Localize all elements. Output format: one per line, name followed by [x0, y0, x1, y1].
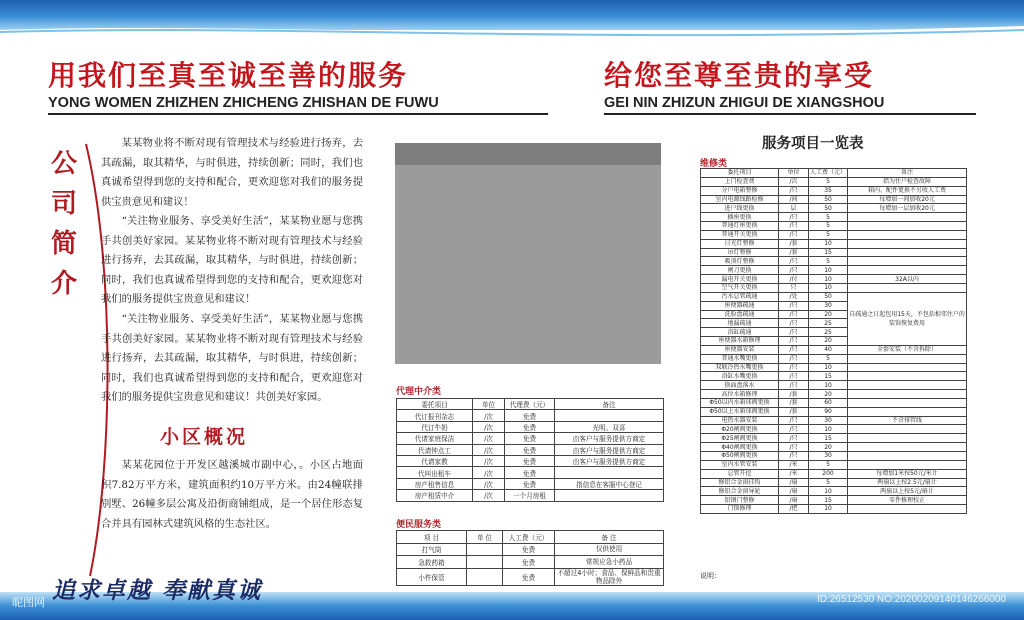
agency-table — [396, 398, 664, 502]
table-cell — [848, 248, 967, 257]
table-row — [701, 460, 967, 469]
table-cell — [848, 354, 967, 363]
table-row — [397, 543, 664, 556]
table-cell: /只 — [779, 222, 809, 231]
table-cell: 污水总管疏通 — [701, 292, 779, 301]
table-cell: 10 — [809, 381, 848, 390]
table-cell: /只 — [779, 434, 809, 443]
table-cell — [848, 239, 967, 248]
table-cell: 10 — [809, 275, 848, 284]
table-cell: 普通开关更换 — [701, 230, 779, 239]
table-cell — [848, 213, 967, 222]
table-cell: /只 — [779, 310, 809, 319]
table-row — [701, 452, 967, 461]
table-cell: 20 — [809, 443, 848, 452]
table-cell: 总管开挖 — [701, 469, 779, 478]
table-cell: 层 — [779, 204, 809, 213]
table-cell: 代请家庭保洁 — [397, 433, 473, 444]
table-row — [397, 478, 664, 489]
table-cell: 15 — [809, 372, 848, 381]
table-row — [701, 275, 967, 284]
table-cell: 每增加一层加收20元 — [848, 204, 967, 213]
table-cell: /间 — [779, 195, 809, 204]
watermark-left: 昵图网 — [12, 596, 45, 609]
table-row — [701, 372, 967, 381]
table-cell: 免费 — [505, 421, 555, 432]
table-cell — [848, 452, 967, 461]
table-cell: 代叫出租车 — [397, 467, 473, 478]
table-cell: 室内电源线路检修 — [701, 195, 779, 204]
table-cell: 50 — [809, 204, 848, 213]
table-cell: 免费 — [503, 543, 555, 556]
table-row — [397, 490, 664, 501]
table-row — [701, 505, 967, 514]
table-cell: /只 — [779, 337, 809, 346]
services-title: 服务项目一览表 — [762, 135, 864, 152]
table-cell: 自疏通之日起包用15天，不包括相邻住户的装饰恢复费用 — [848, 292, 967, 345]
table-header: 备注 — [848, 169, 967, 178]
table-cell: /套 — [779, 407, 809, 416]
table-cell: 急救药箱 — [397, 556, 467, 569]
table-cell: 25 — [809, 319, 848, 328]
table-cell: 10 — [809, 363, 848, 372]
table-cell: 5 — [809, 478, 848, 487]
table-row — [701, 407, 967, 416]
photo-placeholder — [395, 143, 661, 364]
table-row — [397, 433, 664, 444]
table-cell: Φ50以上水箱球阀更换 — [701, 407, 779, 416]
table-header: 备注 — [555, 399, 664, 410]
table-cell: 光明、双喜 — [555, 421, 664, 432]
table-cell: 40 — [809, 345, 848, 354]
table-row — [701, 213, 967, 222]
table-row — [397, 455, 664, 466]
table-cell: /套 — [779, 390, 809, 399]
table-cell: /只 — [779, 257, 809, 266]
table-cell: 10 — [809, 283, 848, 292]
table-cell: /只 — [779, 328, 809, 337]
table-cell: 免费 — [505, 433, 555, 444]
table-cell: 代订牛奶 — [397, 421, 473, 432]
table-cell: 32A以内 — [848, 275, 967, 284]
table-cell: 高位水箱修理 — [701, 390, 779, 399]
slogan-left: 用我们至真至诚至善的服务 — [48, 59, 409, 92]
table-cell: /只 — [779, 425, 809, 434]
table-cell — [848, 266, 967, 275]
table-cell: /只 — [779, 372, 809, 381]
table-cell: 不超过4小时；食品、保鲜品和贵重物品除外 — [555, 568, 664, 585]
table-row — [397, 568, 664, 585]
table-cell — [848, 434, 967, 443]
table-cell: 20 — [809, 390, 848, 399]
table-cell — [848, 257, 967, 266]
table-cell: /只 — [779, 443, 809, 452]
table-cell: 5 — [809, 230, 848, 239]
table-cell — [467, 543, 503, 556]
table-cell: 打气筒 — [397, 543, 467, 556]
pinyin-right: GEI NIN ZHIZUN ZHIGUI DE XIANGSHOU — [604, 95, 885, 111]
table-cell: 只 — [779, 283, 809, 292]
table-cell: 代订报刊杂志 — [397, 410, 473, 421]
table-cell: 15 — [809, 434, 848, 443]
table-row — [701, 195, 967, 204]
table-cell: 闸刀更换 — [701, 266, 779, 275]
table-cell: 5 — [809, 354, 848, 363]
table-cell: 上门检查费 — [701, 177, 779, 186]
table-cell: 座便器水箱修理 — [701, 337, 779, 346]
table-cell: 洗脸盘疏通 — [701, 310, 779, 319]
table-cell: 免费 — [505, 444, 555, 455]
table-row — [701, 398, 967, 407]
table-cell: /只 — [779, 381, 809, 390]
table-row — [701, 434, 967, 443]
table-cell: 20 — [809, 337, 848, 346]
table-cell: 双联冷热水嘴更换 — [701, 363, 779, 372]
table-cell: 15 — [809, 248, 848, 257]
table-cell: 10 — [809, 505, 848, 514]
table-cell: 普通灯座更换 — [701, 222, 779, 231]
repair-label: 维修类 — [700, 159, 728, 169]
table-cell: 不含排管线 — [848, 416, 967, 425]
table-cell: 由客户与服务提供方商定 — [555, 455, 664, 466]
table-cell: /扇 — [779, 496, 809, 505]
table-cell: 由客户与服务提供方商定 — [555, 433, 664, 444]
table-cell: 免费 — [503, 556, 555, 569]
table-cell: 5 — [809, 257, 848, 266]
table-cell: 代请家教 — [397, 455, 473, 466]
intro-title-char: 简 — [50, 229, 77, 259]
table-cell: 铝钢门整修 — [701, 496, 779, 505]
table-cell: 50 — [809, 195, 848, 204]
table-cell: 室内水管安装 — [701, 460, 779, 469]
table-header: 项 目 — [397, 531, 467, 544]
table-row — [701, 222, 967, 231]
table-cell: /付 — [779, 275, 809, 284]
intro-paragraph-1: 某某物业将不断对现有管理技术与经验进行扬弃，去其疏漏，取其精华，与时俱进，持续创新；同时，我们也真诚希望得到您的支持和配合，更欢迎您对我们的服务提供宝贵意见和建议！ — [101, 137, 363, 208]
table-row — [701, 381, 967, 390]
table-cell: /次 — [473, 444, 505, 455]
table-cell: 代请钟点工 — [397, 444, 473, 455]
table-cell: /套 — [779, 398, 809, 407]
pinyin-left: YONG WOMEN ZHIZHEN ZHICHENG ZHISHAN DE FUWU — [48, 95, 439, 111]
table-cell: /次 — [779, 177, 809, 186]
convenience-label: 便民服务类 — [396, 520, 442, 530]
table-cell — [848, 381, 967, 390]
table-row — [701, 496, 967, 505]
table-header: 单 位 — [467, 531, 503, 544]
table-cell: /只 — [779, 452, 809, 461]
table-cell: /次 — [473, 478, 505, 489]
table-row — [701, 292, 967, 301]
watermark-right: ID:26512530 NO:20200209140146266000 — [816, 594, 1006, 605]
table-cell: /套 — [779, 248, 809, 257]
table-cell — [848, 407, 967, 416]
table-cell: /把 — [779, 505, 809, 514]
table-cell: /只 — [779, 301, 809, 310]
agency-label: 代理中介类 — [396, 387, 442, 397]
table-cell: 浴缸疏通 — [701, 328, 779, 337]
table-cell: 免费 — [505, 467, 555, 478]
table-cell: 房产租售信息 — [397, 478, 473, 489]
motto: 追求卓越 奉献真诚 — [52, 578, 263, 604]
top-wave-decoration — [0, 22, 1024, 42]
table-cell — [848, 372, 967, 381]
table-row — [701, 257, 967, 266]
table-row — [701, 239, 967, 248]
table-cell: 箱内、配件更换不另收人工费 — [848, 186, 967, 195]
table-cell: 地漏疏通 — [701, 319, 779, 328]
table-cell: 零件修理校正 — [848, 496, 967, 505]
table-cell: 日光灯整修 — [701, 239, 779, 248]
table-cell: Φ40闸阀更换 — [701, 443, 779, 452]
table-cell: /只 — [779, 345, 809, 354]
table-cell: /只 — [779, 319, 809, 328]
table-cell: 小件保管 — [397, 568, 467, 585]
divider-right — [604, 113, 976, 115]
table-row — [701, 487, 967, 496]
table-cell — [467, 556, 503, 569]
table-row — [701, 204, 967, 213]
table-cell: 指为住户检查故障 — [848, 177, 967, 186]
table-cell: 每增加1米按50元/米计 — [848, 469, 967, 478]
table-cell: 常规应急小药品 — [555, 556, 664, 569]
table-cell: 50 — [809, 292, 848, 301]
table-cell: 指信息在客服中心登记 — [555, 478, 664, 489]
table-cell: 30 — [809, 416, 848, 425]
table-cell: /只 — [779, 266, 809, 275]
table-cell: 10 — [809, 239, 848, 248]
table-cell: 漏电开关更换 — [701, 275, 779, 284]
community-overview-title: 小区概况 — [160, 426, 249, 448]
table-cell: /次 — [473, 467, 505, 478]
table-row — [701, 469, 967, 478]
table-cell: 每增加一间加收20元 — [848, 195, 967, 204]
repair-table — [700, 168, 967, 514]
table-cell: 插座更换 — [701, 213, 779, 222]
table-cell: /米 — [779, 469, 809, 478]
table-cell: 两扇以上按5元/扇计 — [848, 487, 967, 496]
table-cell: 仅供使用 — [555, 543, 664, 556]
table-cell: 30 — [809, 301, 848, 310]
table-row — [701, 177, 967, 186]
table-cell: /扇 — [779, 478, 809, 487]
table-cell: 房产租赁中介 — [397, 490, 473, 501]
table-cell — [848, 230, 967, 239]
table-cell: 换面盘落水 — [701, 381, 779, 390]
table-cell: 吸顶灯整修 — [701, 257, 779, 266]
table-row — [397, 444, 664, 455]
table-cell: 200 — [809, 469, 848, 478]
table-cell: 两扇以上按2.5元/扇计 — [848, 478, 967, 487]
table-cell: /只 — [779, 354, 809, 363]
table-cell: 免费 — [505, 455, 555, 466]
table-cell: /只 — [779, 186, 809, 195]
table-header: 备 注 — [555, 531, 664, 544]
table-cell: 30 — [809, 452, 848, 461]
table-cell — [555, 467, 664, 478]
table-cell: 由客户与服务提供方商定 — [555, 444, 664, 455]
table-header: 委托项目 — [397, 399, 473, 410]
table-row — [701, 266, 967, 275]
table-cell: /次 — [473, 433, 505, 444]
table-cell: Φ25闸阀更换 — [701, 434, 779, 443]
table-cell: /次 — [473, 421, 505, 432]
table-cell: 修铝合金窗挂钩 — [701, 478, 779, 487]
table-cell — [848, 222, 967, 231]
intro-paragraph-3: “关注物业服务、享受美好生活”，某某物业愿与您携手共创美好家园。某某物业将不断对现有管理技术与经验进行扬弃，去其疏漏，取其精华，与时俱进，持续创新；同时，我们也真诚希望得到您的支持和配合，更欢迎您对我们的服务提供宝贵意见和建议！共创美好家园。 — [101, 313, 363, 403]
table-cell — [848, 425, 967, 434]
table-cell: 10 — [809, 487, 848, 496]
table-cell: /处 — [779, 292, 809, 301]
table-cell: /只 — [779, 230, 809, 239]
table-cell: /套 — [779, 239, 809, 248]
table-cell: 25 — [809, 328, 848, 337]
table-cell: 35 — [809, 186, 848, 195]
table-cell — [555, 410, 664, 421]
intro-title-char: 公 — [50, 149, 77, 179]
table-cell: 5 — [809, 177, 848, 186]
table-row — [701, 354, 967, 363]
table-row — [397, 410, 664, 421]
table-cell: /只 — [779, 213, 809, 222]
table-row — [701, 248, 967, 257]
table-cell: 5 — [809, 222, 848, 231]
table-row — [397, 421, 664, 432]
community-overview-text: 某某花园位于开发区越溪城市副中心，。小区占地面积7.82万平方米，建筑面积约10万平方米。由24幢联排别墅、26幢多层公寓及沿街商铺组成，是一个居住形态复合并具有园林式建筑风格的生态社区。 — [101, 459, 363, 530]
table-row — [701, 283, 967, 292]
table-cell: /米 — [779, 460, 809, 469]
table-header: 人工费（元） — [503, 531, 555, 544]
note-label: 说明： — [700, 572, 721, 580]
table-cell: /只 — [779, 363, 809, 372]
table-cell: /扇 — [779, 487, 809, 496]
table-cell — [848, 505, 967, 514]
table-cell: 进户线更换 — [701, 204, 779, 213]
table-header: 单位 — [473, 399, 505, 410]
table-cell: 浴缸水嘴更换 — [701, 372, 779, 381]
table-cell: 一个月房租 — [505, 490, 555, 501]
table-cell — [848, 283, 967, 292]
table-cell: 修铝合金窗导轮 — [701, 487, 779, 496]
table-cell: /次 — [473, 490, 505, 501]
table-cell: 普通水嘴更换 — [701, 354, 779, 363]
table-cell: 吊灯整修 — [701, 248, 779, 257]
table-cell: Φ50以内水箱球阀更换 — [701, 398, 779, 407]
table-cell: 座便器安装 — [701, 345, 779, 354]
table-row — [701, 186, 967, 195]
table-cell: Φ50闸阀更换 — [701, 452, 779, 461]
table-cell: 免费 — [505, 410, 555, 421]
table-row — [701, 363, 967, 372]
table-row — [701, 230, 967, 239]
table-cell — [555, 490, 664, 501]
table-header: 委托项目 — [701, 169, 779, 178]
table-cell: 空气开关更换 — [701, 283, 779, 292]
table-cell — [467, 568, 503, 585]
table-row — [701, 478, 967, 487]
table-row — [701, 443, 967, 452]
table-cell: 10 — [809, 425, 848, 434]
table-row — [397, 556, 664, 569]
table-row — [701, 425, 967, 434]
slogan-right: 给您至尊至贵的享受 — [604, 59, 875, 92]
convenience-table — [396, 530, 664, 586]
table-cell: 60 — [809, 398, 848, 407]
table-cell: 分户电箱整修 — [701, 186, 779, 195]
table-cell: 免费 — [505, 478, 555, 489]
table-cell: 90 — [809, 407, 848, 416]
table-row — [701, 390, 967, 399]
table-row — [701, 345, 967, 354]
table-cell: 20 — [809, 310, 848, 319]
table-cell: 15 — [809, 496, 848, 505]
company-intro-title — [44, 144, 84, 304]
table-cell: /只 — [779, 416, 809, 425]
table-cell: 门锁修理 — [701, 505, 779, 514]
table-cell — [848, 460, 967, 469]
table-cell — [848, 443, 967, 452]
table-cell — [848, 390, 967, 399]
table-header: 代理费（元） — [505, 399, 555, 410]
table-cell: 5 — [809, 213, 848, 222]
table-cell: /次 — [473, 455, 505, 466]
table-row — [701, 416, 967, 425]
intro-title-char: 司 — [50, 189, 77, 219]
table-cell: 5 — [809, 460, 848, 469]
table-cell: 免费 — [503, 568, 555, 585]
table-cell: 座便器疏通 — [701, 301, 779, 310]
intro-title-char: 介 — [50, 269, 77, 299]
table-header: 单位 — [779, 169, 809, 178]
table-cell: 全套安装（不含拆除） — [848, 345, 967, 354]
table-cell: 电热水器安装 — [701, 416, 779, 425]
divider-left — [48, 113, 548, 115]
intro-paragraph-2: “关注物业服务、享受美好生活”，某某物业愿与您携手共创美好家园。某某物业将不断对现有管理技术与经验进行扬弃，去其疏漏，取其精华，与时俱进，持续创新；同时，我们也真诚希望得到您的支持和配合，更欢迎您对我们的服务提供宝贵意见和建议！ — [101, 215, 363, 305]
table-cell: Φ20闸阀更换 — [701, 425, 779, 434]
table-row — [397, 467, 664, 478]
table-cell: /次 — [473, 410, 505, 421]
table-cell — [848, 398, 967, 407]
table-cell: 10 — [809, 266, 848, 275]
table-cell — [848, 363, 967, 372]
table-header: 人工费（元） — [810, 169, 847, 177]
